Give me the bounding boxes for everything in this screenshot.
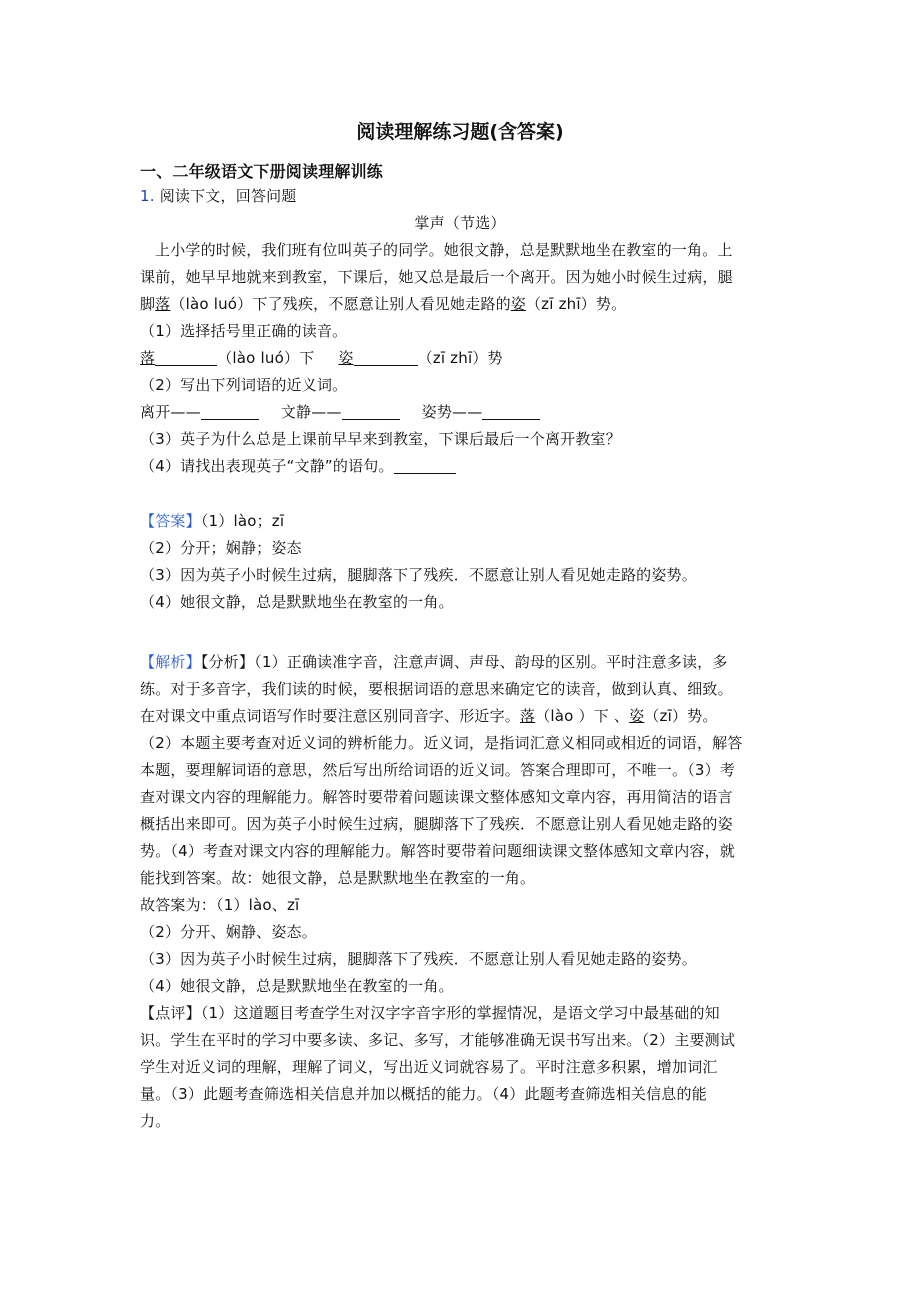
passage-line-2: 课前，她早早地就来到教室，下课后，她又总是最后一个离开。因为她小时候生过病，腿 [140,268,733,286]
comment-line-3: 学生对近义词的理解，理解了词义，写出近义词就容易了。平时注意多积累，增加词汇 [140,1058,718,1076]
answer-line-2: （2）分开；娴静；姿态 [140,539,302,557]
option-char: 落 [140,349,156,367]
sub-question-4-text: （4）请找出表现英子“文静”的语句。 [140,457,394,475]
analysis-line-12: （3）因为英子小时候生过病，腿脚落下了残疾．不愿意让别人看见她走路的姿势。 [140,950,697,968]
analysis-tag: 【解析】 [140,653,201,671]
sub-question-2: （2）写出下列词语的近义词。 [140,376,348,394]
question-number: 1. [140,187,155,205]
analysis-text: （zī）势。 [644,707,718,725]
underlined-char: 姿 [510,295,526,313]
analysis-line-10: 故答案为：（1）lào、zī [140,896,300,914]
analysis-line-9: 能找到答案。故：她很文静，总是默默地坐在教室的一角。 [140,869,536,887]
sub-question-1-options [140,348,503,368]
analysis-text: （lào ）下 、 [535,707,630,725]
answer-line-1 [140,511,284,531]
passage-line-3 [140,294,626,314]
analysis-text: （1）正确读准字音，注意声调、声母、韵母的区别。平时注意多读，多 [254,653,728,671]
comment-line-2: 识。学生在平时的学习中要多读、多记、多写，才能够准确无误书写出来。（2）主要测试 [140,1031,736,1049]
passage-text: （lào luó）下了残疾，不愿意让别人看见她走路的 [170,295,511,313]
analysis-line-3 [140,706,718,726]
passage-title: 掌声（节选） [414,214,506,232]
analysis-text: 在对课文中重点词语写作时要注意区别同音字、形近字。 [140,707,521,725]
comment-line-4: 量。（3）此题考查筛选相关信息并加以概括的能力。（4）此题考查筛选相关信息的能 [140,1085,707,1103]
analysis-line-5: 本题，要理解词语的意思，然后写出所给词语的近义词。答案合理即可，不唯一。（3）考 [140,761,736,779]
comment-line-5: 力。 [140,1112,171,1130]
answer-blank[interactable] [354,349,418,366]
answer-blank[interactable] [482,403,540,420]
question-header [140,186,297,206]
passage-text: 脚 [140,295,156,313]
passage-line-1: 上小学的时候，我们班有位叫英子的同学。她很文静，总是默默地坐在教室的一角。上 [155,241,733,259]
sub-question-3: （3）英子为什么总是上课前早早来到教室，下课后最后一个离开教室？ [140,430,621,448]
answer-line-4: （4）她很文静，总是默默地坐在教室的一角。 [140,593,454,611]
sub-question-2-words [140,402,540,422]
answer-blank[interactable] [394,457,456,474]
sub-question-1: （1）选择括号里正确的读音。 [140,322,348,340]
analysis-line-13: （4）她很文静，总是默默地坐在教室的一角。 [140,977,454,995]
answer-tag: 【答案】 [140,512,201,530]
analysis-subtag: 【分析】 [200,653,255,671]
page-title: 阅读理解练习题(含答案) [356,121,564,143]
section-heading: 一、二年级语文下册阅读理解训练 [140,162,384,181]
analysis-line-6: 查对课文内容的理解能力。解答时要带着问题读课文整体感知文章内容，再用简洁的语言 [140,788,733,806]
passage-text: （zī zhī）势。 [525,295,627,313]
answer-blank[interactable] [342,403,400,420]
word-label: 姿势—— [421,403,483,421]
answer-line-3: （3）因为英子小时候生过病，腿脚落下了残疾．不愿意让别人看见她走路的姿势。 [140,566,697,584]
answer-blank[interactable] [155,349,217,366]
underlined-char: 落 [520,707,536,725]
analysis-line-4: （2）本题主要考查对近义词的辨析能力。近义词，是指词汇意义相同或相近的词语，解答 [140,734,743,752]
comment-text: （1）这道题目考查学生对汉字字音字形的掌握情况，是语文学习中最基础的知 [200,1004,720,1022]
comment-tag: 【点评】 [140,1004,201,1022]
answer-text: （1）lào；zī [200,512,285,530]
answer-blank[interactable] [201,403,259,420]
analysis-line-2: 练。对于多音字，我们读的时候，要根据词语的意思来确定它的读音，做到认真、细致。 [140,680,733,698]
analysis-line-1 [140,652,728,672]
option-char: 姿 [338,349,354,367]
analysis-line-8: 势。（4）考查对课文内容的理解能力。解答时要带着问题细读课文整体感知文章内容，就 [140,842,736,860]
option-text: （zī zhī）势 [417,349,503,367]
question-prompt: 阅读下文，回答问题 [159,187,297,205]
word-label: 文静—— [280,403,342,421]
word-label: 离开—— [140,403,201,421]
comment-line-1 [140,1003,720,1023]
underlined-char: 姿 [629,707,645,725]
underlined-char: 落 [155,295,171,313]
analysis-line-11: （2）分开、娴静、姿态。 [140,923,317,941]
analysis-line-7: 概括出来即可。因为英子小时候生过病，腿脚落下了残疾．不愿意让别人看见她走路的姿 [140,815,733,833]
option-text: （lào luó）下 [217,349,315,367]
sub-question-4 [140,456,456,476]
